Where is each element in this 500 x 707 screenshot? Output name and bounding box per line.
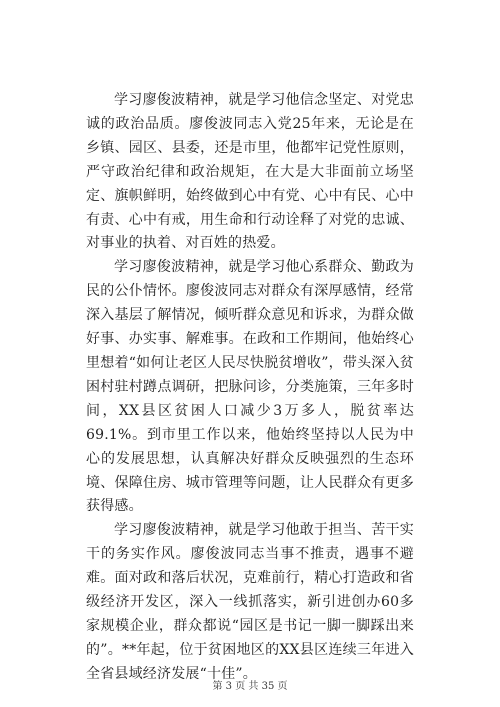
paragraph-2: 学习廖俊波精神，就是学习他心系群众、勤政为民的公仆情怀。廖俊波同志对群众有深厚感情，经常深入基层了解情况，倾听群众意见和诉求，为群众做好事、办实事、解难事。在政和工作期间，他始终心里想着“如何让老区人民尽快脱贫增收”，带头深入贫困村驻村蹲点调研，把脉问诊，分类施策，三年多时间，XX县区贫困人口减少3万多人，脱贫率达69.1%。到市里工作以来，他始终坚持以人民为中心的发展思想，认真解决好群众反映强烈的生态环境、保障住房、城市管理等问题，让人民群众有更多获得感。 <box>86 259 414 515</box>
document-body <box>86 89 414 687</box>
paragraph-1: 学习廖俊波精神，就是学习他信念坚定、对党忠诚的政治品质。廖俊波同志入党25年来，无论是在乡镇、园区、县委，还是市里，他都牢记党性原则，严守政治纪律和政治规矩，在大是大非面前立场坚定、旗帜鲜明，始终做到心中有党、心中有民、心中有责、心中有戒，用生命和行动诠释了对党的忠诚、对事业的执着、对百姓的热爱。 <box>86 92 414 252</box>
paragraph-3: 学习廖俊波精神，就是学习他敢于担当、苦干实干的务实作风。廖俊波同志当事不推责，遇事不避难。面对政和落后状况，克难前行，精心打造政和省级经济开发区，深入一线抓落实，新引进创办60多家规模企业，群众都说“园区是书记一脚一脚踩出来的”。**年起，位于贫困地区的XX县区连续三年进入全省县域经济发展“十佳”。 <box>86 522 414 682</box>
page-footer: 第 3 页 共 35 页 <box>212 681 288 692</box>
